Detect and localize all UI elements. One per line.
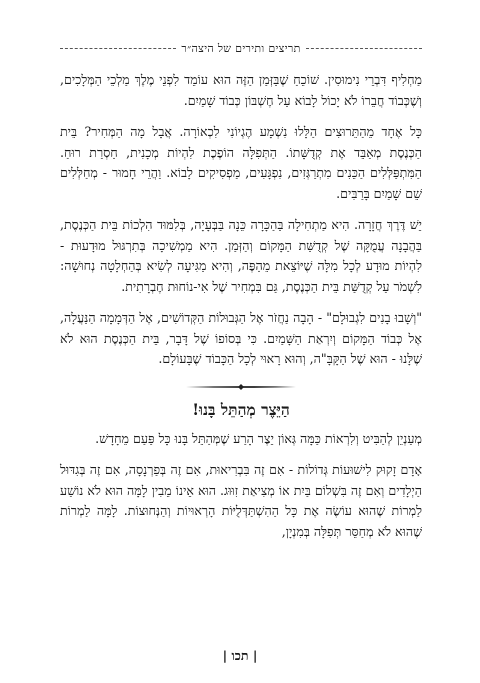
running-head-title: תריצים ותירים של היצה״ר [181, 41, 301, 55]
section-divider [60, 381, 422, 393]
paragraph: מַחְלִיף דִּבְרֵי נִימוּסִין. שׁוֹכֵחַ שֶׁבַּזְּמַן הַזֶּה הוּא עוֹמֵד לִפְנֵי מֶלֶךְ מַלְכֵי הַמְּלָכִים, וְשֶׁכְּבוֹד חֲבֵרוֹ לֹא יָכוֹל לָבוֹא עַל חֶשְׁבּוֹן כְּבוֹד שָׁמַיִם. [60, 72, 422, 108]
page-number-label: תכו [231, 648, 249, 663]
paragraph: "וְשָׁבוּ בָנִים לִגְבוּלָם" - הָבָה נַחֲזֹר אֶל הַגְּבוּלוֹת הַקְּדוֹשִׁים, אֶל הַדְּמָמָה הַנַּעֲלָה, אֶל כְּבוֹד הַמָּקוֹם וְיִרְאַת הַשָּׁמַיִם. כִּי בְּסוֹפוֹ שֶׁל דָּבָר, בֵּית הַכְּנֶסֶת הוּא לֹא שֶׁלָּנוּ - הוּא שֶׁל הַקָּבָּ"ה, וְהוּא רָאוּי לְכָל הַכָּבוֹד שֶׁבָּעוֹלָם. [60, 310, 422, 366]
paragraph: יֵשׁ דֶּרֶךְ חֲזָרָה. הִיא מַתְחִילָה בַּהַכָּרָה כֵּנָה בַּבְּעָיָה, בְּלִמּוּד הִלְכוֹת בֵּית הַכְּנֶסֶת, בַּהֲבָנָה עֲמֻקָּה שֶׁל קְדֻשַּׁת הַמָּקוֹם וְהַזְּמַן. הִיא מַמְשִׁיכָה בְּתִרְגּוּל מוּדָעוּת - לִהְיוֹת מוּדָע לְכָל מִלָּה שֶׁיּוֹצֵאת מֵהַפֶּה, וְהִיא מַגִּיעָה לְשִׂיא בְּהַחְלָטָה נְחוּשָׁה: לִשְׁמֹר עַל קְדֻשַּׁת בֵּית הַכְּנֶסֶת, גַּם בִּמְחִיר שֶׁל אִי-נוֹחוּת חֶבְרָתִית. [60, 217, 422, 294]
running-head-rule-left [60, 48, 176, 49]
running-head-rule-right [306, 48, 422, 49]
ornament-divider-icon [186, 383, 296, 391]
paragraph: כָּל אֶחָד מֵהַתֵּרוּצִים הַלָּלוּ נִשְׁמָע הֶגְיוֹנִי לִכְאוֹרָה. אֲבָל מָה הַמְּחִיר? בֵּית הַכְּנֶסֶת מְאַבֵּד אֶת קְדֻשָּׁתוֹ. הַתְּפִלָּה הוֹפֶכֶת לִהְיוֹת מְכָנִית, חַסְרַת רוּחַ. הַמִּתְפַּלְּלִים הַכֵּנִים מִתְרַגְּזִים, נִפְגָּעִים, מַפְסִיקִים לָבוֹא. וַהֲרֵי חָמוּר - מְחַלְּלִים שֵׁם שָׁמַיִם בָּרַבִּים. [60, 124, 422, 201]
running-head [60, 40, 422, 56]
paragraph: אָדָם זָקוּק לִישׁוּעוֹת גְּדוֹלוֹת - אִם זֶה בִּבְרִיאוּת, אִם זֶה בְּפַרְנָסָה, אִם זֶה בְּגִדּוּל הַיְלָדִים וְאִם זֶה בִּשְׁלוֹם בַּיִת אוֹ מְצִיאַת זִוּוּג. הוּא אֵינוֹ מֵבִין לָמָּה הוּא לֹא נוֹשַׁע לַמְרוֹת שֶׁהוּא עוֹשֶׂה אֶת כָּל הַהִשְׁתַּדְּלֻיּוֹת הָרְאוּיוֹת וְהַנְּחוּצוֹת. לָמָּה לַמְרוֹת שֶׁהוּא לֹא מְחַסֵּר תְּפִלָּה בְּמִנְיָן, [60, 462, 422, 539]
page-number: | תכו | [222, 648, 258, 663]
body-text [60, 70, 422, 553]
paragraph: מְעַנְיֵן לְהַבִּיט וְלִרְאוֹת כַּמָּה גְּאוֹן יֵצֶר הָרַע שֶׁמְּהַתֵּל בָּנוּ כָּל פַּעַם מֵחָדָשׁ. [95, 430, 422, 446]
section-title: הַיֵּצֶר מְהַתֵּל בָּנוּ! [192, 399, 290, 419]
